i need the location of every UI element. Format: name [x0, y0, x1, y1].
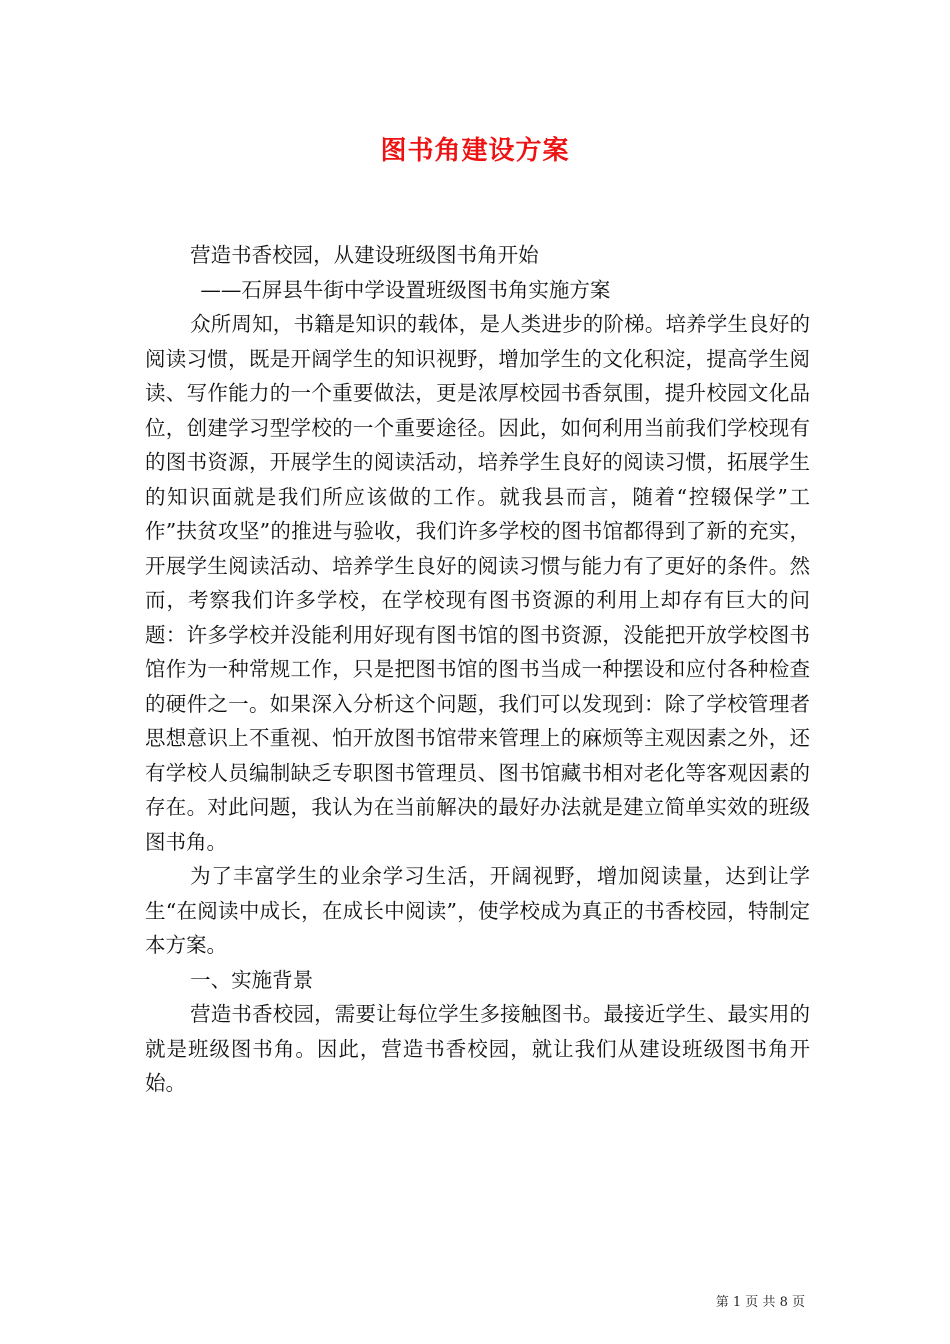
subtitle-sub: ——石屏县牛街中学设置班级图书角实施方案	[200, 277, 611, 302]
page-number-footer	[716, 1291, 805, 1310]
footer-prefix: 第	[715, 1295, 729, 1310]
document-title: 图书角建设方案	[380, 136, 570, 166]
paragraph-2: 为了丰富学生的业余学习生活，开阔视野，增加阅读量，达到让学生“在阅读中成长，在成长中阅读”，使学校成为真正的书香校园，特制定本方案。	[145, 864, 810, 957]
section-heading-1: 一、实施背景	[190, 967, 314, 992]
paragraph-1: 众所周知，书籍是知识的载体，是人类进步的阶梯。培养学生良好的阅读习惯，既是开阔学生的知识视野，增加学生的文化积淀，提高学生阅读、写作能力的一个重要做法，更是浓厚校园书香氛围，提升校园文化品位，创建学习型学校的一个重要途径。因此，如何利用当前我们学校现有的图书资源，开展学生的阅读活动，培养学生良好的阅读习惯，拓展学生的知识面就是我们所应该做的工作。就我县而言，随着“控辍保学”工作”扶贫攻坚”的推进与验收，我们许多学校的图书馆都得到了新的充实，开展学生阅读活动、培养学生良好的阅读习惯与能力有了更好的条件。然而，考察我们许多学校，在学校现有图书资源的利用上却存有巨大的问题：许多学校并没能利用好现有图书馆的图书资源，没能把开放学校图书馆作为一种常规工作，只是把图书馆的图书当成一种摆设和应付各种检查的硬件之一。如果深入分析这个问题，我们可以发现到：除了学校管理者思想意识上不重视、怕开放图书馆带来管理上的麻烦等主观因素之外，还有学校人员编制缺乏专职图书管理员、图书馆藏书相对老化等客观因素的存在。对此问题，我认为在当前解决的最好办法就是建立简单实效的班级图书角。	[145, 312, 810, 854]
footer-middle: 页 共	[745, 1295, 776, 1310]
footer-current-page: 1	[732, 1295, 742, 1310]
footer-suffix: 页	[791, 1295, 805, 1310]
paragraph-3: 营造书香校园，需要让每位学生多接触图书。最接近学生、最实用的就是班级图书角。因此，营造书香校园，就让我们从建设班级图书角开始。	[145, 1002, 810, 1095]
footer-total-pages: 8	[779, 1295, 788, 1310]
document-body	[145, 238, 810, 1101]
subtitle-main: 营造书香校园，从建设班级图书角开始	[190, 243, 539, 267]
